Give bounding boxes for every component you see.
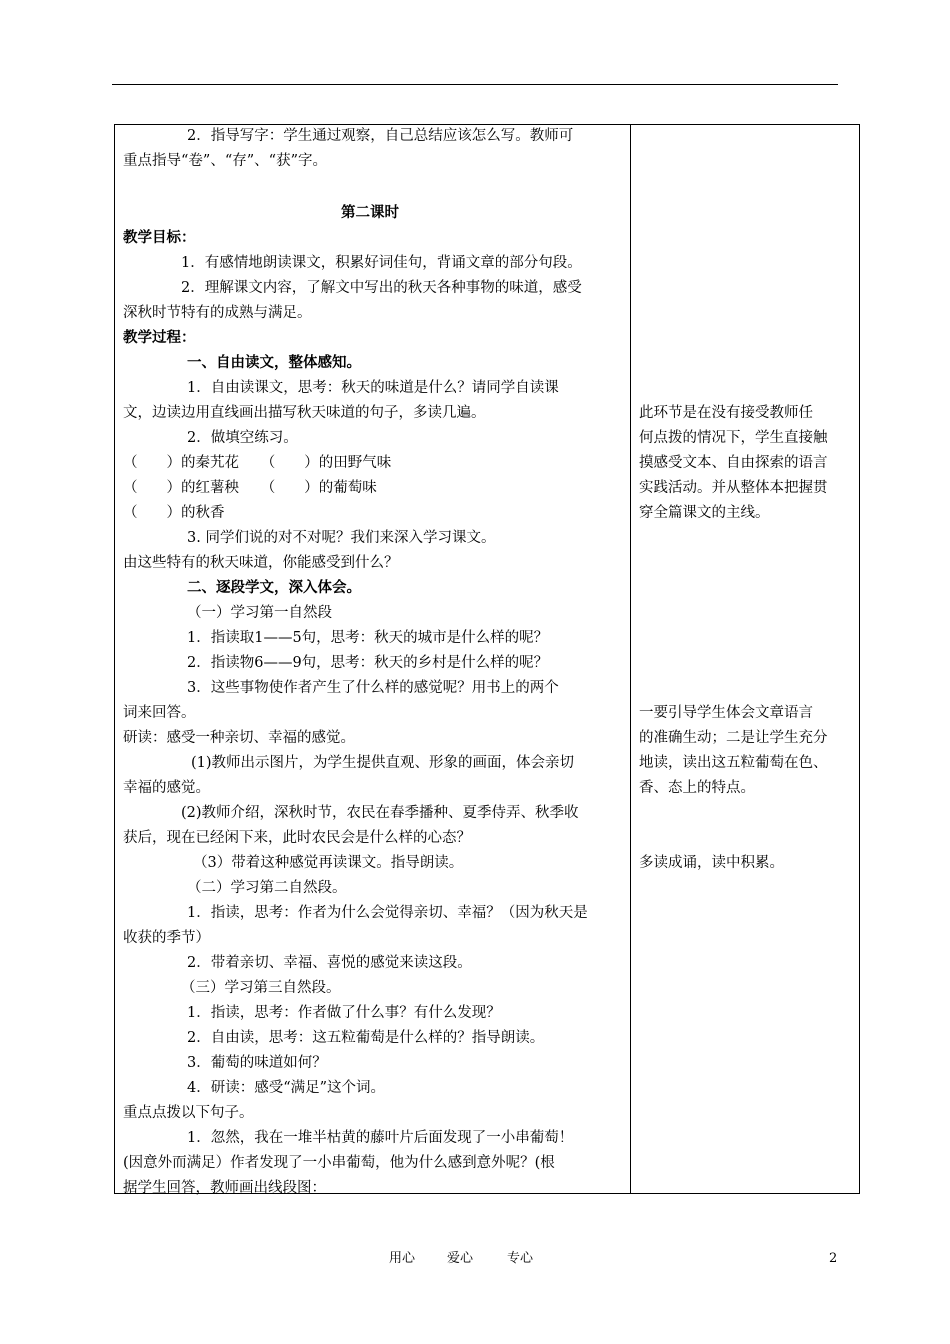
fill-in-line: （ ）的秦艽花 （ ）的田野气味: [123, 455, 392, 471]
note-line: 穿全篇课文的主线。: [639, 505, 770, 521]
main-line: 3．葡萄的味道如何？: [187, 1055, 327, 1071]
note-line: 实践活动。并从整体本把握贯: [639, 480, 828, 496]
note-line: 多读成诵，读中积累。: [639, 855, 784, 871]
column-divider: [630, 125, 631, 1193]
main-line: 1．有感情地朗读课文，积累好词佳句，背诵文章的部分句段。: [181, 255, 582, 271]
main-line: （3）带着这种感觉再读课文。指导朗读。: [193, 855, 464, 871]
note-line: 此环节是在没有接受教师任: [639, 405, 813, 421]
main-line: 深秋时节特有的成熟与满足。: [123, 305, 312, 321]
main-line: 3．这些事物使作者产生了什么样的感觉呢？用书上的两个: [187, 680, 559, 696]
main-line: 由这些特有的秋天味道，你能感受到什么？: [123, 555, 399, 571]
main-line: 1．指读，思考：作者做了什么事？有什么发现？: [187, 1005, 501, 1021]
section-title: 第二课时: [341, 204, 399, 221]
heading-process: 教学过程：: [123, 329, 196, 346]
main-line: 2．带着亲切、幸福、喜悦的感觉来读这段。: [187, 955, 472, 971]
main-line: 获后，现在已经闲下来，此时农民会是什么样的心态？: [123, 830, 471, 846]
main-line: 重点点拨以下句子。: [123, 1105, 254, 1121]
main-line: (因意外而满足）作者发现了一小串葡萄，他为什么感到意外呢？(根: [123, 1155, 555, 1171]
main-line: 2．指导写字：学生通过观察，自己总结应该怎么写。教师可: [187, 128, 574, 144]
note-line: 地读，读出这五粒葡萄在色、: [639, 755, 828, 771]
note-line: 何点拨的情况下，学生直接触: [639, 430, 828, 446]
main-line: 2．做填空练习。: [187, 430, 298, 446]
main-line: （三）学习第三自然段。: [181, 980, 341, 996]
note-line: 一要引导学生体会文章语言: [639, 705, 813, 721]
main-line: 1．指读，思考：作者为什么会觉得亲切、幸福？（因为秋天是: [187, 905, 588, 921]
main-line: 2．指读物6——9句，思考：秋天的乡村是什么样的呢？: [187, 655, 549, 671]
main-line: 3. 同学们说的对不对呢？我们来深入学习课文。: [187, 530, 496, 546]
note-line: 香、态上的特点。: [639, 780, 755, 796]
main-line: （二）学习第二自然段。: [187, 880, 347, 896]
main-line: 4．研读：感受“满足”这个词。: [187, 1080, 386, 1096]
page-number: 2: [829, 1251, 838, 1266]
main-line: （一）学习第一自然段: [187, 605, 332, 621]
main-line: 词来回答。: [123, 705, 196, 721]
subheading: 二、逐段学文，深入体会。: [187, 579, 361, 596]
heading-goals: 教学目标：: [123, 229, 196, 246]
fill-in-line: （ ）的红薯秧 （ ）的葡萄味: [123, 480, 377, 496]
main-line: 据学生回答，教师画出线段图：: [123, 1180, 326, 1196]
fill-in-line: （ ）的秋香: [123, 505, 225, 521]
main-line: (1)教师出示图片，为学生提供直观、形象的画面，体会亲切: [191, 755, 575, 771]
main-line: 研读：感受一种亲切、幸福的感觉。: [123, 730, 355, 746]
footer-motto-3: 专心: [507, 1251, 534, 1266]
note-line: 的准确生动；二是让学生充分: [639, 730, 828, 746]
main-line: 2．自由读，思考：这五粒葡萄是什么样的？指导朗读。: [187, 1030, 545, 1046]
main-line: 重点指导“卷”、“存”、“获”字。: [123, 153, 327, 169]
main-line: 幸福的感觉。: [123, 780, 210, 796]
footer-motto-1: 用心: [389, 1251, 416, 1266]
subheading: 一、自由读文，整体感知。: [187, 354, 361, 371]
main-line: 2．理解课文内容，了解文中写出的秋天各种事物的味道，感受: [181, 280, 582, 296]
main-line: 1．忽然，我在一堆半枯黄的藤叶片后面发现了一小串葡萄！: [187, 1130, 574, 1146]
header-rule: [112, 84, 838, 85]
main-line: 1．指读取1——5句，思考：秋天的城市是什么样的呢？: [187, 630, 549, 646]
main-line: 收获的季节）: [123, 930, 210, 946]
main-line: (2)教师介绍，深秋时节，农民在春季播种、夏季侍弄、秋季收: [181, 805, 579, 821]
note-line: 摸感受文本、自由探索的语言: [639, 455, 828, 471]
main-line: 1．自由读课文，思考：秋天的味道是什么？请同学自读课: [187, 380, 559, 396]
footer-motto-2: 爱心: [447, 1251, 474, 1266]
main-line: 文，边读边用直线画出描写秋天味道的句子，多读几遍。: [123, 405, 486, 421]
